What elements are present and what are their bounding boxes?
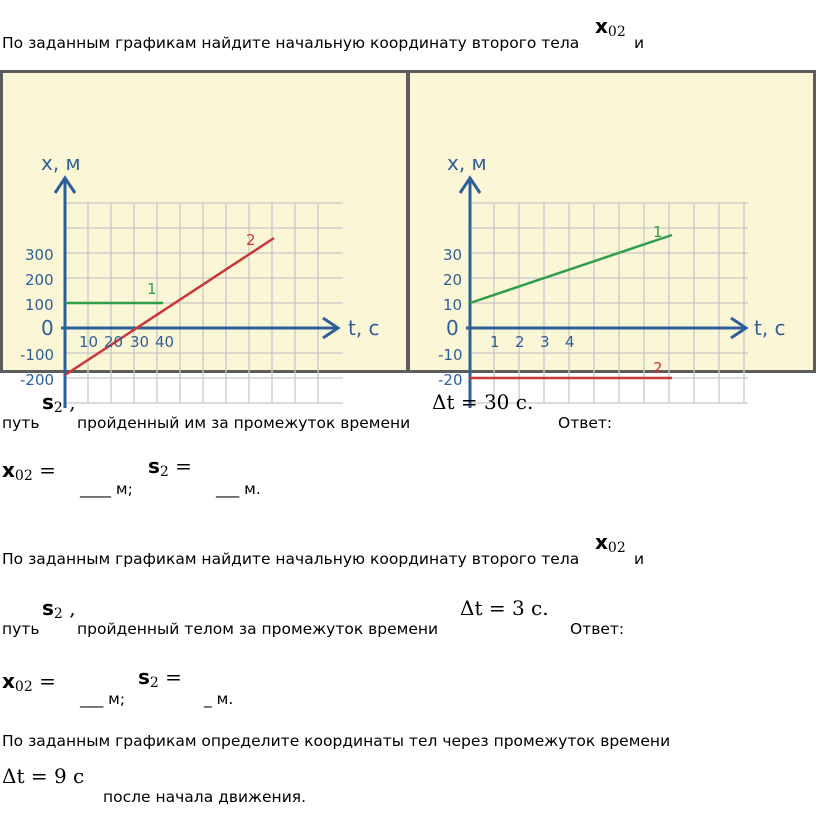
line-2-label: 2 <box>653 359 663 377</box>
x-tick: 30 <box>130 333 150 351</box>
answer-x02-formula: $x_{02}$ = <box>2 458 56 484</box>
x-axis-label: t, c <box>348 316 380 340</box>
y-tick: -20 <box>438 371 463 389</box>
s2-formula-2: $s_2$ , <box>42 596 76 622</box>
answer-s2-formula: $s_2$ = <box>148 454 192 480</box>
line-1-label: 1 <box>653 223 663 241</box>
answer-x02-formula-2: $x_{02}$ = <box>2 669 56 695</box>
y-axis-label: x, м <box>447 151 487 175</box>
answer-x02-blank-2: ___ м; <box>80 690 126 708</box>
origin-label: 0 <box>446 316 459 340</box>
problem3-text: По заданным графикам определите координаты тел через промежуток времени <box>2 732 671 750</box>
x-axis-label: t, c <box>754 316 786 340</box>
x-tick: 2 <box>515 333 525 351</box>
and-word-2: и <box>634 550 645 568</box>
dt-formula-2: Δt = 3 c. <box>460 596 549 620</box>
problem3-text2: после начала движения. <box>103 788 307 806</box>
path-word: путь <box>2 414 40 432</box>
graph-2 <box>410 73 813 389</box>
x-tick: 1 <box>490 333 500 351</box>
x-tick: 10 <box>79 333 99 351</box>
graph-panel-2 <box>407 70 816 389</box>
s2-formula: $s_2$ , <box>42 390 76 416</box>
y-tick: 300 <box>25 246 54 264</box>
path-word-2: путь <box>2 620 40 638</box>
problem1-text2: пройденный им за промежуток времени <box>77 414 411 432</box>
and-word: и <box>634 34 645 52</box>
y-tick: 20 <box>443 271 463 289</box>
y-axis-label: x, м <box>41 151 81 175</box>
line-1 <box>470 235 672 303</box>
answer-x02-blank: ____ м; <box>80 480 133 498</box>
graph-1 <box>3 73 406 389</box>
answer-label-2: Ответ: <box>570 620 625 638</box>
y-tick: 10 <box>443 296 463 314</box>
x-tick: 40 <box>155 333 175 351</box>
grid-2 <box>470 203 748 403</box>
problem2-text2: пройденный телом за промежуток времени <box>77 620 439 638</box>
line-2-label: 2 <box>246 231 256 249</box>
y-tick: 30 <box>443 246 463 264</box>
x-tick: 4 <box>565 333 575 351</box>
y-tick: 100 <box>25 296 54 314</box>
dt-formula-3: Δt = 9 c <box>2 764 85 788</box>
graph-panel-1 <box>0 70 409 389</box>
x-tick: 3 <box>540 333 550 351</box>
problem2-text: По заданным графикам найдите начальную координату второго тела <box>2 550 580 568</box>
answer-s2-formula-2: $s_2$ = <box>138 665 182 691</box>
origin-label: 0 <box>41 316 54 340</box>
line-1-label: 1 <box>147 280 157 298</box>
x02-formula-2: $x_{02}$ <box>595 530 626 556</box>
y-tick: -200 <box>20 371 55 389</box>
problem1-text: По заданным графикам найдите начальную координату второго тела <box>2 34 580 52</box>
y-tick: -10 <box>438 346 463 364</box>
x02-formula: $x_{02}$ <box>595 14 626 40</box>
answer-s2-blank: ___ м. <box>216 480 261 498</box>
x-tick: 20 <box>104 333 124 351</box>
y-tick: 200 <box>25 271 54 289</box>
answer-label: Ответ: <box>558 414 613 432</box>
line-2 <box>65 238 274 375</box>
answer-s2-blank-2: _ м. <box>204 690 234 708</box>
y-tick: -100 <box>20 346 55 364</box>
dt-formula: Δt = 30 c. <box>432 390 534 414</box>
